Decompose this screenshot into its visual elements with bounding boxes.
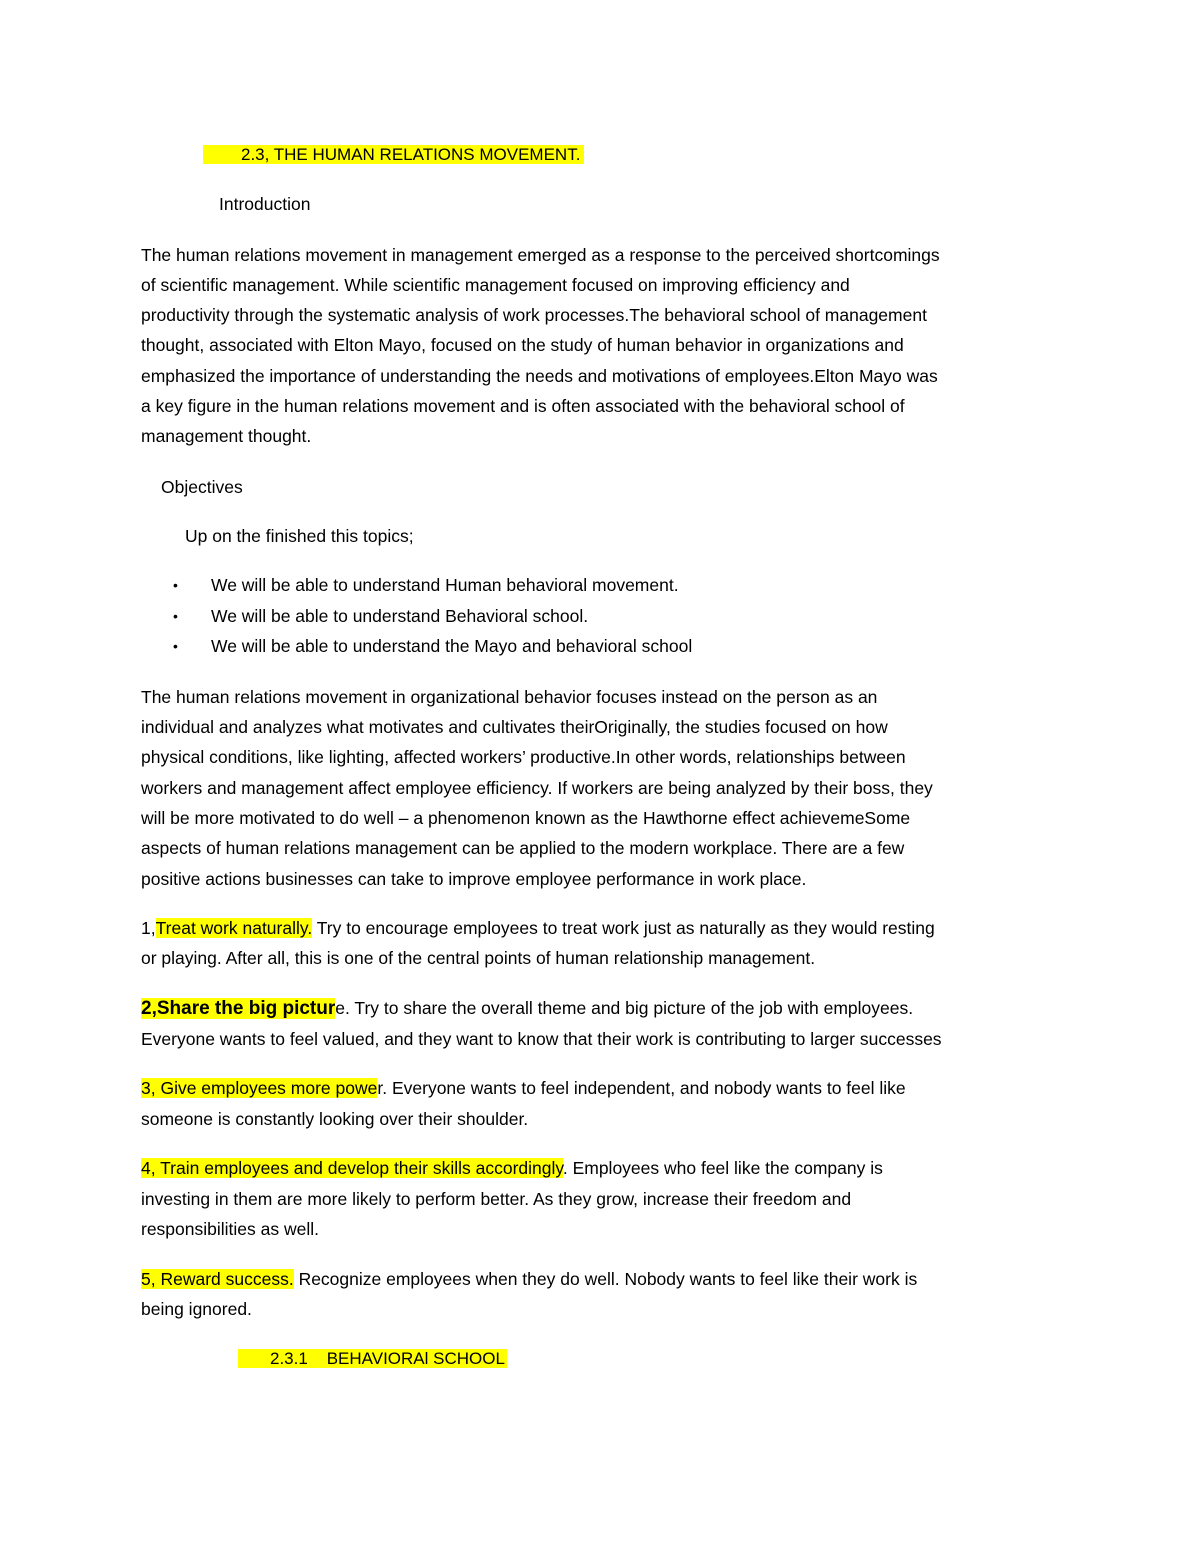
point-highlight: 2,Share the big pictur bbox=[141, 998, 336, 1019]
intro-line: productivity through the systematic analysis of work processes.The behavioral school of management bbox=[141, 305, 927, 325]
point-prefix: 1, bbox=[141, 918, 156, 938]
objective-item: We will be able to understand the Mayo and behavioral school bbox=[211, 636, 693, 656]
point-text: Recognize employees when they do well. Nobody wants to feel like their work is bbox=[293, 1269, 918, 1289]
bullet-icon: • bbox=[173, 638, 178, 654]
point-continuation: being ignored. bbox=[141, 1299, 252, 1319]
point-highlight: 3, Give employees more powe bbox=[141, 1078, 378, 1098]
intro-line: The human relations movement in management emerged as a response to the perceived shortcomings bbox=[141, 245, 940, 265]
intro-line: thought, associated with Elton Mayo, focused on the study of human behavior in organizations and bbox=[141, 335, 904, 355]
point-continuation: investing in them are more likely to perform better. As they grow, increase their freedom and bbox=[141, 1189, 852, 1209]
intro-line: a key figure in the human relations movement and is often associated with the behavioral school of bbox=[141, 396, 905, 416]
point-continuation: Everyone wants to feel valued, and they want to know that their work is contributing to larger successes bbox=[141, 1029, 942, 1049]
objectives-lead: Up on the finished this topics; bbox=[185, 526, 414, 546]
objectives-heading: Objectives bbox=[161, 477, 243, 497]
body-line: positive actions businesses can take to improve employee performance in work place. bbox=[141, 869, 807, 889]
point-text: e. Try to share the overall theme and big picture of the job with employees. bbox=[335, 998, 914, 1018]
section-heading: 2.3, THE HUMAN RELATIONS MOVEMENT. bbox=[203, 144, 584, 166]
subsection-heading: 2.3.1 BEHAVIORAl SCHOOL bbox=[238, 1348, 507, 1370]
objective-item: We will be able to understand Behavioral school. bbox=[211, 606, 589, 626]
body-line: aspects of human relations management can be applied to the modern workplace. There are a few bbox=[141, 838, 905, 858]
point-line bbox=[141, 917, 935, 939]
objective-item: We will be able to understand Human behavioral movement. bbox=[211, 575, 679, 595]
body-line: The human relations movement in organizational behavior focuses instead on the person as an bbox=[141, 687, 878, 707]
point-highlight: Treat work naturally. bbox=[155, 918, 313, 938]
body-line: will be more motivated to do well – a phenomenon known as the Hawthorne effect achievemeSome bbox=[141, 808, 911, 828]
point-line bbox=[141, 997, 913, 1020]
body-line: individual and analyzes what motivates and cultivates theirOriginally, the studies focused on how bbox=[141, 717, 888, 737]
intro-line: management thought. bbox=[141, 426, 312, 446]
intro-heading: Introduction bbox=[219, 194, 311, 214]
body-line: workers and management affect employee efficiency. If workers are being analyzed by their boss, they bbox=[141, 778, 933, 798]
bullet-icon: • bbox=[173, 608, 178, 624]
point-text: . Employees who feel like the company is bbox=[562, 1158, 883, 1178]
point-continuation: someone is constantly looking over their shoulder. bbox=[141, 1109, 529, 1129]
point-highlight: 5, Reward success. bbox=[141, 1269, 294, 1289]
intro-line: of scientific management. While scientific management focused on improving efficiency and bbox=[141, 275, 850, 295]
point-continuation: or playing. After all, this is one of the central points of human relationship management. bbox=[141, 948, 816, 968]
bullet-icon: • bbox=[173, 577, 178, 593]
body-line: physical conditions, like lighting, affected workers’ productive.In other words, relationships between bbox=[141, 747, 906, 767]
point-line bbox=[141, 1077, 906, 1099]
point-highlight: 4, Train employees and develop their skills accordingly bbox=[141, 1158, 563, 1178]
point-continuation: responsibilities as well. bbox=[141, 1219, 319, 1239]
intro-line: emphasized the importance of understanding the needs and motivations of employees.Elton Mayo was bbox=[141, 366, 938, 386]
point-line bbox=[141, 1157, 883, 1179]
point-text: Try to encourage employees to treat work just as naturally as they would resting bbox=[312, 918, 935, 938]
point-line bbox=[141, 1268, 917, 1290]
point-text: r. Everyone wants to feel independent, and nobody wants to feel like bbox=[377, 1078, 906, 1098]
